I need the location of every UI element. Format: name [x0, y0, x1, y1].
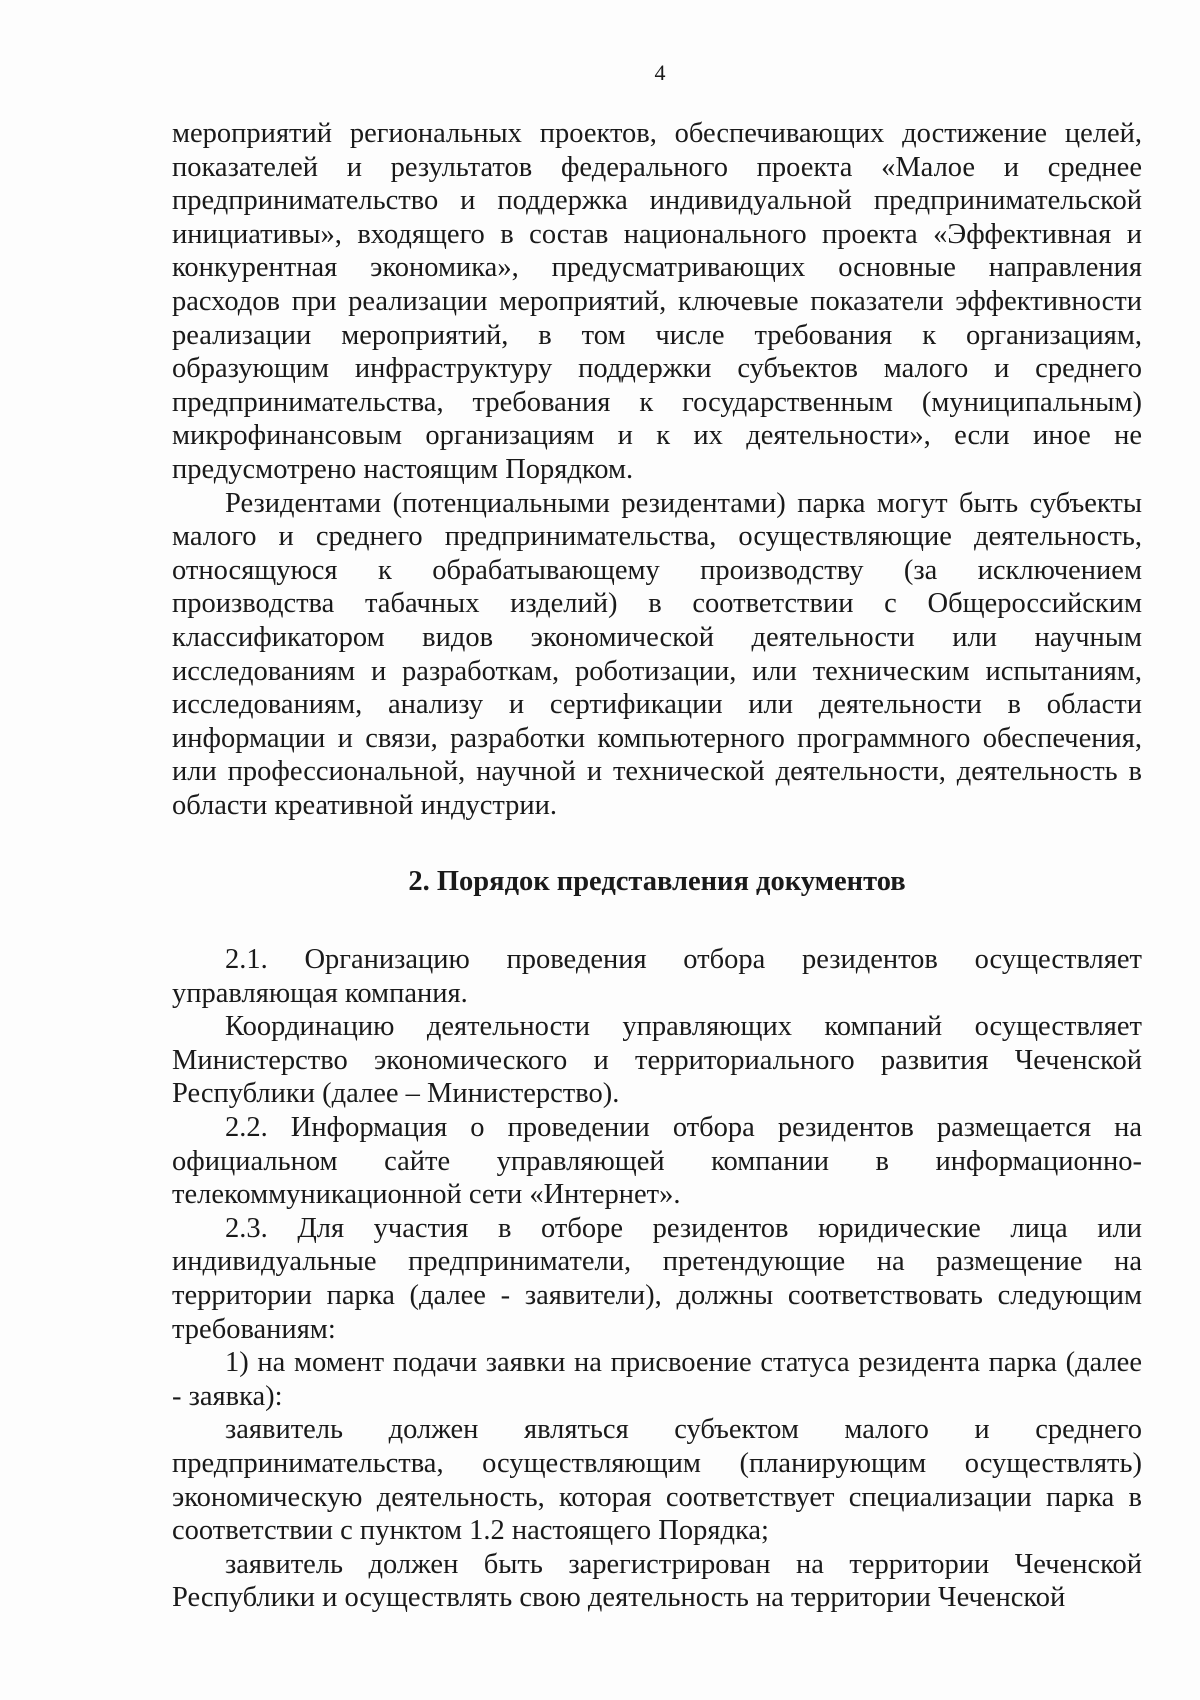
intro-text — [172, 117, 1142, 822]
paragraph-2-1: 2.1. Организацию проведения отбора резидентов осуществляет управляющая компания. — [172, 944, 1142, 1009]
paragraph-coordination: Координацию деятельности управляющих компаний осуществляет Министерство экономического и территориального развития Чеченской Республики (далее – Министерство). — [172, 1011, 1142, 1110]
paragraph-applicant-registered: заявитель должен быть зарегистрирован на территории Чеченской Республики и осуществлять свою деятельность на территории Чеченской — [172, 1548, 1142, 1614]
paragraph-item-1: 1) на момент подачи заявки на присвоение статуса резидента парка (далее - заявка): — [172, 1347, 1142, 1412]
section-2-text — [172, 943, 1142, 1615]
paragraph-2-3: 2.3. Для участия в отборе резидентов юридические лица или индивидуальные предприниматели, претендующие на размещение на территории парка (далее - заявители), должны соответствовать следующим требованиям: — [172, 1212, 1142, 1345]
paragraph-residents: Резидентами (потенциальными резидентами) парка могут быть субъекты малого и среднего предпринимательства, осуществляющие деятельность, относящуюся к обрабатывающему производству (за исключением производства табачных изделий) в соответствии с Общероссийским классификатором видов экономической деятельности или научным исследованиям и разработкам, роботизации, или техническим испытаниям, исследованиям, анализу и сертификации или деятельности в области информации и связи, разработки компьютерного программного обеспечения, или профессиональной, научной и технической деятельности, деятельность в области креативной индустрии. — [172, 487, 1142, 821]
paragraph-applicant-sme: заявитель должен являться субъектом малого и среднего предпринимательства, осуществляющим (планирующим осуществлять) экономическую деятельность, которая соответствует специализации парка в соответствии с пунктом 1.2 настоящего Порядка; — [172, 1414, 1142, 1547]
paragraph-2-2: 2.2. Информация о проведении отбора резидентов размещается на официальном сайте управляющей компании в информационно-телекоммуникационной сети «Интернет». — [172, 1111, 1142, 1211]
paragraph-continuation: мероприятий региональных проектов, обеспечивающих достижение целей, показателей и результатов федерального проекта «Малое и среднее предпринимательство и поддержка индивидуальной предпринимательской инициативы», входящего в состав национального проекта «Эффективная и конкурентная экономика», предусматривающих основные направления расходов при реализации мероприятий, ключевые показатели эффективности реализации мероприятий, в том числе требования к организациям, образующим инфраструктуру поддержки субъектов малого и среднего предпринимательства, требования к государственным (муниципальным) микрофинансовым организациям и к их деятельности», если иное не предусмотрено настоящим Порядком. — [172, 118, 1142, 485]
page-number: 4 — [654, 60, 666, 85]
section-heading: 2. Порядок представления документов — [408, 866, 906, 897]
